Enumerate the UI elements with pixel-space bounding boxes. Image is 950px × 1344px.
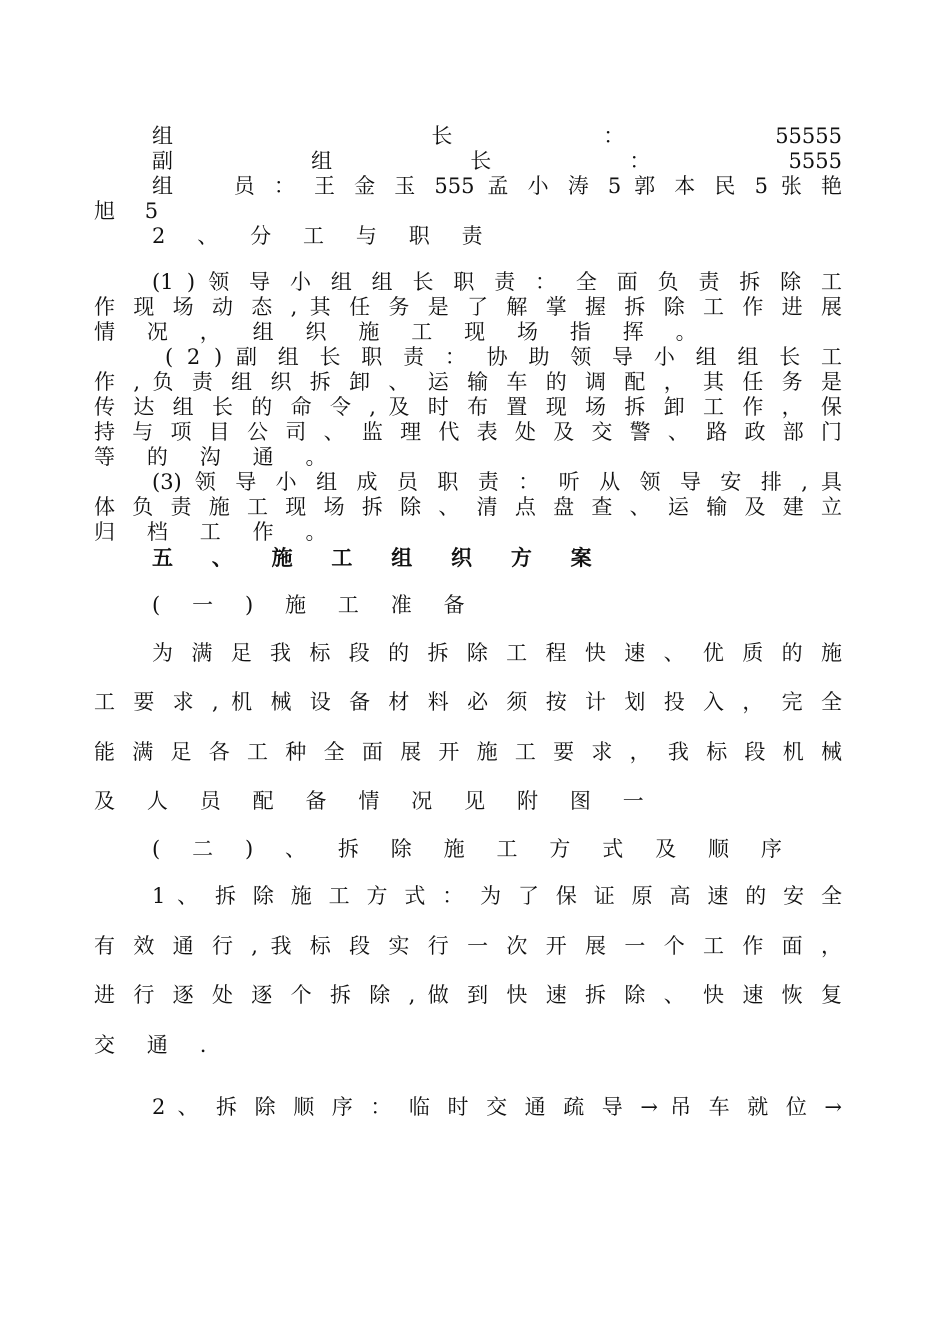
method-line-3: 进 行 逐 处 逐 个 拆 除 , 做 到 快 速 拆 除 、 快 速 恢 复: [94, 983, 842, 1007]
section-5-heading: 五 、 施 工 组 织 方 案: [152, 545, 608, 570]
duty-2-line-1: ( 2 ) 副 组 长 职 责 ： 协 助 领 导 小 组 组 长 工: [165, 345, 842, 369]
deputy-line: 副 组 长 ： 5555: [152, 149, 842, 173]
method-line-2: 有 效 通 行 , 我 标 段 实 行 一 次 开 展 一 个 工 作 面 ，: [94, 934, 842, 958]
prep-line-3: 能 满 足 各 工 种 全 面 展 开 施 工 要 求 ， 我 标 段 机 械: [94, 740, 842, 764]
duty-3-line-3: 归 档 工 作 。: [94, 520, 340, 544]
duty-1-line-2: 作 现 场 动 态 , 其 任 务 是 了 解 掌 握 拆 除 工 作 进 展: [94, 295, 842, 319]
prep-title: ( 一 ) 施 工 准 备: [152, 593, 478, 617]
duty-3-line-1: (3) 领 导 小 组 成 员 职 责 ： 听 从 领 导 安 排 , 具: [152, 470, 842, 494]
prep-line-1: 为 满 足 我 标 段 的 拆 除 工 程 快 速 、 优 质 的 施: [152, 641, 842, 665]
duty-1-line-1: (1 ) 领 导 小 组 组 长 职 责 ： 全 面 负 责 拆 除 工: [152, 270, 842, 294]
leader-line: 组 长 ： 55555: [152, 124, 842, 148]
members-line-2: 旭 5: [94, 199, 170, 223]
members-line-1: 组 员 ： 王 金 玉 555 孟 小 涛 5 郭 本 民 5 张 艳: [152, 174, 842, 198]
duty-2-line-4: 持 与 项 目 公 司 、 监 理 代 表 处 及 交 警 、 路 政 部 门: [94, 420, 842, 444]
duty-2-line-5: 等 的 沟 通 。: [94, 445, 340, 469]
duty-2-line-3: 传 达 组 长 的 命 令 , 及 时 布 置 现 场 拆 卸 工 作 ， 保: [94, 395, 842, 419]
method-line-1: 1 、 拆 除 施 工 方 式 ： 为 了 保 证 原 高 速 的 安 全: [152, 884, 842, 908]
prep-line-4: 及 人 员 配 备 情 况 见 附 图 一: [94, 789, 657, 813]
method-line-4: 交 通 .: [94, 1033, 220, 1057]
duty-2-line-2: 作 , 负 责 组 织 拆 卸 、 运 输 车 的 调 配 ， 其 任 务 是: [94, 370, 842, 394]
duty-1-line-3: 情 况 ， 组 织 施 工 现 场 指 挥 。: [94, 320, 710, 344]
prep-line-2: 工 要 求 , 机 械 设 备 材 料 必 须 按 计 划 投 入 ， 完 全: [94, 690, 842, 714]
method-title: ( 二 ) 、 拆 除 施 工 方 式 及 顺 序: [152, 837, 795, 861]
demolition-order-line: 2 、 拆 除 顺 序 ： 临 时 交 通 疏 导 → 吊 车 就 位 →: [152, 1095, 842, 1119]
section-2-title: 2 、 分 工 与 职 责: [152, 224, 496, 248]
duty-3-line-2: 体 负 责 施 工 现 场 拆 除 、 清 点 盘 查 、 运 输 及 建 立: [94, 495, 842, 519]
